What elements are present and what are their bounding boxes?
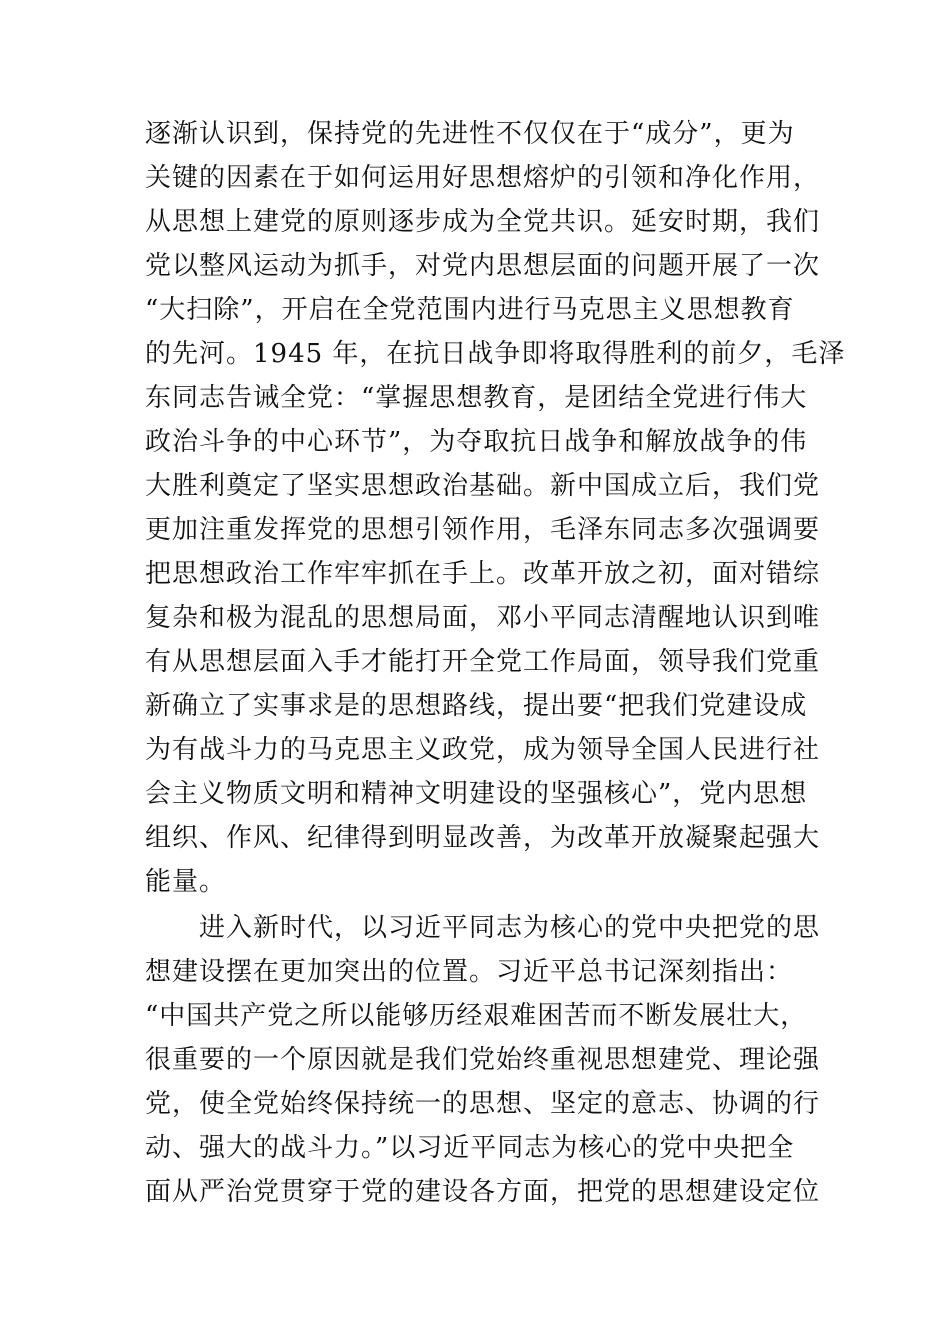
text-line: 很重要的一个原因就是我们党始终重视思想建党、理论强 — [145, 1045, 821, 1075]
text-line: 能量。 — [145, 867, 227, 897]
text-line: 政治斗争的中心环节”，为夺取抗日战争和解放战争的伟 — [145, 427, 808, 457]
text-line: 党以整风运动为抓手，对党内思想层面的问题开展了一次 — [145, 251, 821, 281]
text-line: “大扫除”，开启在全党范围内进行马克思主义思想教育 — [145, 295, 795, 325]
text-line: 关键的因素在于如何运用好思想熔炉的引领和净化作用， — [145, 163, 821, 193]
text-line: 想建设摆在更加突出的位置。习近平总书记深刻指出： — [145, 957, 794, 987]
text-line: 逐渐认识到，保持党的先进性不仅仅在于“成分”，更为 — [145, 119, 795, 149]
text-line: “中国共产党之所以能够历经艰难困苦而不断发展壮大， — [145, 1001, 808, 1031]
text-line: 的先河。1945 年，在抗日战争即将取得胜利的前夕，毛泽 — [145, 339, 846, 369]
text-line: 东同志告诫全党：“掌握思想教育，是团结全党进行伟大 — [145, 383, 808, 413]
text-line: 更加注重发挥党的思想引领作用，毛泽东同志多次强调要 — [145, 515, 821, 545]
text-line: 党，使全党始终保持统一的思想、坚定的意志、协调的行 — [145, 1089, 821, 1119]
paragraph-1 — [145, 112, 846, 904]
text-line: 把思想政治工作牢牢抓在手上。改革开放之初，面对错综 — [145, 559, 821, 589]
text-line: 动、强大的战斗力。”以习近平同志为核心的党中央把全 — [145, 1133, 795, 1163]
text-line: 为有战斗力的马克思主义政党，成为领导全国人民进行社 — [145, 735, 821, 765]
text-line: 有从思想层面入手才能打开全党工作局面，领导我们党重 — [145, 647, 821, 677]
text-line: 会主义物质文明和精神文明建设的坚强核心”，党内思想 — [145, 779, 808, 809]
paragraph-2 — [145, 906, 821, 1214]
text-line: 新确立了实事求是的思想路线，提出要“把我们党建设成 — [145, 691, 808, 721]
text-line: 面从严治党贯穿于党的建设各方面，把党的思想建设定位 — [145, 1177, 821, 1207]
text-line: 组织、作风、纪律得到明显改善，为改革开放凝聚起强大 — [145, 823, 821, 853]
text-line: 从思想上建党的原则逐步成为全党共识。延安时期，我们 — [145, 207, 821, 237]
text-line: 复杂和极为混乱的思想局面，邓小平同志清醒地认识到唯 — [145, 603, 821, 633]
text-line: 进入新时代，以习近平同志为核心的党中央把党的思 — [145, 913, 821, 943]
text-line: 大胜利奠定了坚实思想政治基础。新中国成立后，我们党 — [145, 471, 821, 501]
